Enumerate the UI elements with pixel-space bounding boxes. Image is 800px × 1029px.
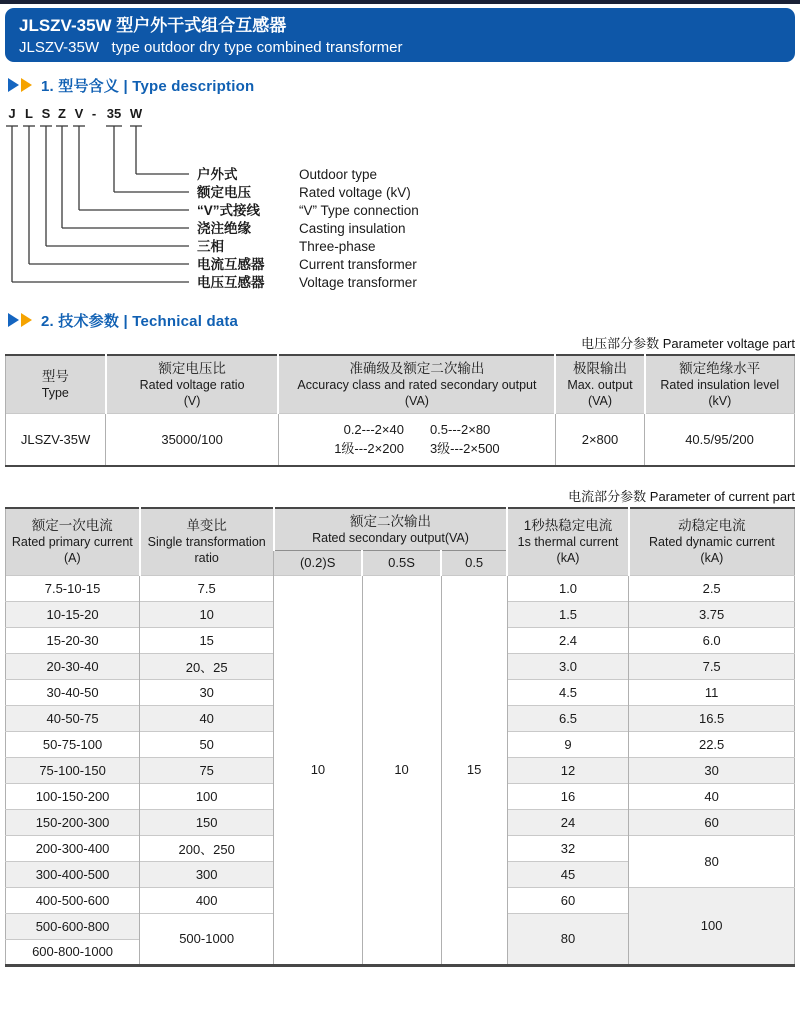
cell-ratio: 75 — [140, 757, 274, 783]
model-label-en: “V” Type connection — [299, 203, 419, 218]
cell-secondary-output-0-5: 15 — [441, 575, 507, 965]
model-letter: L — [25, 106, 33, 121]
col-header-transformation-ratio: 单变比 Single transformation ratio — [140, 508, 274, 576]
model-label-en: Voltage transformer — [299, 275, 417, 290]
page-subtitle: JLSZV-35W type outdoor dry type combined transformer — [19, 39, 403, 56]
subcol-header-0-5: 0.5 — [441, 550, 507, 575]
cell-ratio: 400 — [140, 887, 274, 913]
cell-dynamic: 11 — [629, 679, 795, 705]
accuracy-value: 1级---2×200 — [334, 441, 404, 457]
model-letter: S — [41, 106, 51, 121]
cell-primary: 200-300-400 — [6, 835, 140, 861]
accuracy-value: 0.5---2×80 — [429, 422, 491, 438]
current-table-caption: 电流部分参数 Parameter of current part — [568, 488, 795, 504]
model-labels — [196, 166, 419, 290]
cell-thermal: 4.5 — [507, 679, 629, 705]
cell-dynamic: 7.5 — [629, 653, 795, 679]
cell-primary: 600-800-1000 — [6, 939, 140, 965]
model-letter: 35 — [106, 106, 122, 121]
voltage-table-caption: 电压部分参数 Parameter voltage part — [581, 336, 795, 351]
cell-thermal: 1.0 — [507, 575, 629, 601]
cell-max-output: 2×800 — [555, 414, 644, 466]
cell-ratio: 40 — [140, 705, 274, 731]
col-header-secondary-output: 额定二次输出 Rated secondary output(VA) — [274, 508, 508, 551]
voltage-table-row — [6, 414, 795, 466]
current-table-header-row — [6, 508, 795, 551]
cell-thermal: 12 — [507, 757, 629, 783]
cell-primary: 7.5-10-15 — [6, 575, 140, 601]
cell-accuracy — [278, 414, 555, 466]
chevron-icon — [21, 313, 32, 327]
cell-dynamic-merged: 80 — [629, 835, 795, 887]
cell-thermal: 3.0 — [507, 653, 629, 679]
model-label-en: Current transformer — [299, 257, 417, 272]
table-row — [6, 575, 795, 601]
accuracy-value: 0.2---2×40 — [343, 422, 404, 438]
subcol-header-0-5s: 0.5S — [362, 550, 441, 575]
cell-dynamic: 2.5 — [629, 575, 795, 601]
col-header-dynamic-current: 动稳定电流 Rated dynamic current (kA) — [629, 508, 795, 576]
col-header-accuracy-class: 准确级及额定二次输出 Accuracy class and rated secondary output (VA) — [278, 355, 555, 414]
top-border-strip — [0, 0, 800, 4]
current-parameters-table — [5, 507, 795, 967]
model-label-zh: 三相 — [197, 239, 224, 254]
col-header-type: 型号 Type — [6, 355, 106, 414]
cell-dynamic: 30 — [629, 757, 795, 783]
model-label-zh: 浇注绝缘 — [197, 221, 251, 236]
page-title: JLSZV-35W 型户外干式组合互感器 — [19, 16, 287, 35]
model-letter: - — [91, 106, 97, 121]
cell-dynamic: 6.0 — [629, 627, 795, 653]
model-label-zh: 户外式 — [197, 167, 238, 182]
diagram-lines — [6, 126, 189, 282]
accuracy-value: 3级---2×500 — [429, 441, 500, 457]
model-label-zh: “V”式接线 — [197, 203, 261, 218]
cell-type: JLSZV-35W — [6, 414, 106, 466]
cell-thermal: 45 — [507, 861, 629, 887]
model-label-zh: 电压互感器 — [197, 275, 265, 290]
cell-ratio: 50 — [140, 731, 274, 757]
section-heading-technical-data — [8, 310, 800, 330]
cell-ratio: 300 — [140, 861, 274, 887]
voltage-table-header-row — [6, 355, 795, 414]
chevron-icon — [8, 78, 19, 92]
cell-secondary-output-0-5s: 10 — [362, 575, 441, 965]
col-header-rated-voltage-ratio: 额定电压比 Rated voltage ratio (V) — [106, 355, 279, 414]
voltage-parameters-table — [5, 354, 795, 467]
cell-ratio: 100 — [140, 783, 274, 809]
subcol-header-0-2s: (0.2)S — [274, 550, 362, 575]
cell-thermal: 60 — [507, 887, 629, 913]
cell-primary: 75-100-150 — [6, 757, 140, 783]
model-label-en: Three-phase — [299, 239, 376, 254]
cell-primary: 400-500-600 — [6, 887, 140, 913]
cell-ratio: 30 — [140, 679, 274, 705]
cell-thermal: 2.4 — [507, 627, 629, 653]
cell-primary: 150-200-300 — [6, 809, 140, 835]
model-letter: Z — [58, 106, 66, 121]
cell-primary: 10-15-20 — [6, 601, 140, 627]
cell-ratio: 150 — [140, 809, 274, 835]
cell-insulation: 40.5/95/200 — [645, 414, 795, 466]
model-label-zh: 电流互感器 — [197, 257, 265, 272]
cell-secondary-output-0-2s: 10 — [274, 575, 362, 965]
cell-dynamic: 16.5 — [629, 705, 795, 731]
cell-dynamic: 60 — [629, 809, 795, 835]
cell-dynamic: 22.5 — [629, 731, 795, 757]
cell-ratio: 7.5 — [140, 575, 274, 601]
cell-thermal: 9 — [507, 731, 629, 757]
cell-ratio-merged: 500-1000 — [140, 913, 274, 965]
cell-primary: 100-150-200 — [6, 783, 140, 809]
chevron-icon — [8, 313, 19, 327]
col-header-thermal-current: 1秒热稳定电流 1s thermal current (kA) — [507, 508, 629, 576]
cell-primary: 40-50-75 — [6, 705, 140, 731]
cell-ratio: 10 — [140, 601, 274, 627]
cell-thermal: 6.5 — [507, 705, 629, 731]
cell-primary: 20-30-40 — [6, 653, 140, 679]
model-code-svg — [4, 105, 474, 295]
cell-primary: 50-75-100 — [6, 731, 140, 757]
model-letter: V — [74, 106, 84, 121]
cell-thermal: 32 — [507, 835, 629, 861]
cell-ratio: 20、25 — [140, 653, 274, 679]
model-label-en: Outdoor type — [299, 167, 378, 182]
section-title: 1. 型号含义 | Type description — [41, 77, 255, 95]
model-label-en: Rated voltage (kV) — [299, 185, 411, 200]
cell-dynamic: 3.75 — [629, 601, 795, 627]
model-letter: J — [8, 106, 16, 121]
col-header-max-output: 极限输出 Max. output (VA) — [555, 355, 644, 414]
cell-ratio: 200、250 — [140, 835, 274, 861]
page-title-bar — [5, 8, 795, 62]
cell-ratio: 35000/100 — [106, 414, 279, 466]
model-label-en: Casting insulation — [299, 221, 406, 236]
chevron-icon — [21, 78, 32, 92]
cell-dynamic: 40 — [629, 783, 795, 809]
cell-thermal: 24 — [507, 809, 629, 835]
model-letter: W — [129, 106, 143, 121]
cell-thermal: 1.5 — [507, 601, 629, 627]
cell-thermal-merged: 80 — [507, 913, 629, 965]
cell-dynamic-merged: 100 — [629, 887, 795, 965]
section-title: 2. 技术参数 | Technical data — [41, 312, 239, 330]
section-heading-type-description — [8, 75, 800, 95]
model-label-zh: 额定电压 — [197, 185, 251, 200]
cell-ratio: 15 — [140, 627, 274, 653]
cell-primary: 15-20-30 — [6, 627, 140, 653]
model-letters — [8, 106, 142, 121]
cell-primary: 30-40-50 — [6, 679, 140, 705]
model-code-diagram — [4, 105, 800, 300]
col-header-primary-current: 额定一次电流 Rated primary current (A) — [6, 508, 140, 576]
cell-primary: 300-400-500 — [6, 861, 140, 887]
cell-primary: 500-600-800 — [6, 913, 140, 939]
col-header-insulation-level: 额定绝缘水平 Rated insulation level (kV) — [645, 355, 795, 414]
cell-thermal: 16 — [507, 783, 629, 809]
